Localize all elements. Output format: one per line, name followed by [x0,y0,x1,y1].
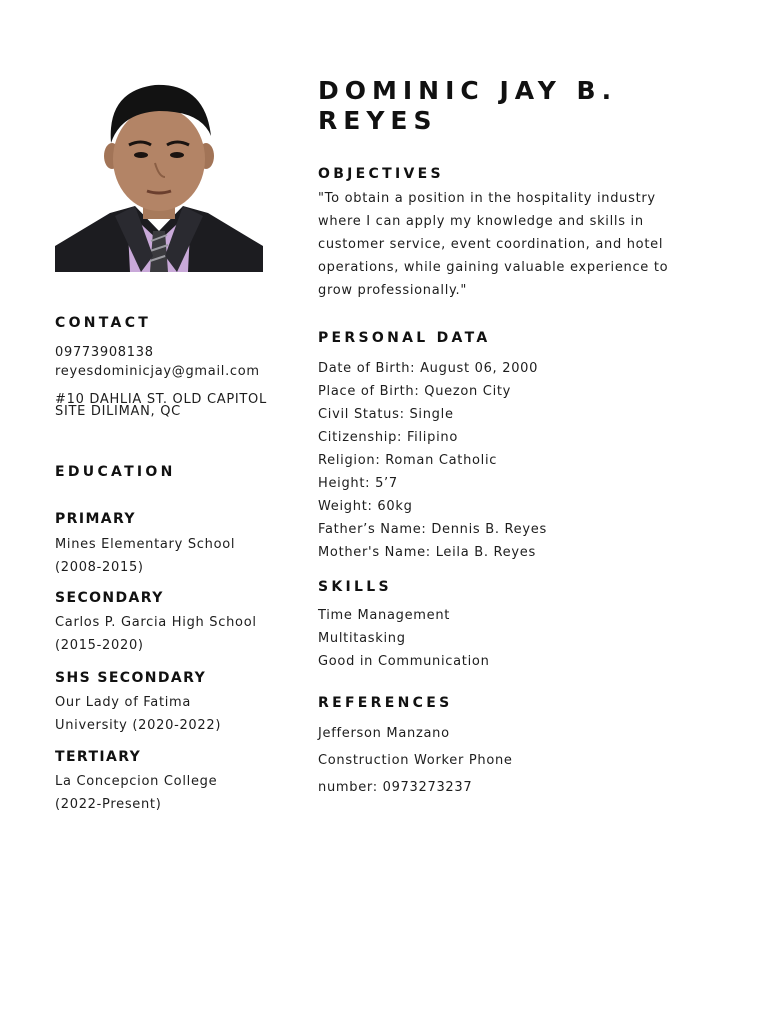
school-years: (2015-2020) [55,638,144,653]
contact-address [55,393,267,417]
contact-phone: 09773908138 [55,345,154,360]
personal-data-heading: PERSONAL DATA [318,330,491,346]
address-line-1: #10 DAHLIA ST. OLD CAPITOL [55,392,267,407]
skills-list [318,604,490,673]
objectives-heading: OBJECTIVES [318,166,444,182]
address-line-2: SITE DILIMAN, QC [55,404,181,419]
school-name: Our Lady of Fatima [55,695,192,710]
objectives-text [318,187,668,302]
skill-item: Good in Communication [318,654,490,669]
profile-photo [55,81,263,272]
name-line-2: REYES [318,106,438,135]
contact-email: reyesdominicjay@gmail.com [55,364,260,379]
education-primary [55,533,235,579]
skill-item: Time Management [318,608,451,623]
candidate-name [318,76,718,136]
references-list [318,720,513,801]
reference-line: Jefferson Manzano [318,726,450,741]
school-years: (2022-Present) [55,797,162,812]
contact-heading: CONTACT [55,315,152,331]
personal-data-item: Religion: Roman Catholic [318,453,498,468]
school-years: (2008-2015) [55,560,144,575]
personal-data-item: Father’s Name: Dennis B. Reyes [318,522,547,537]
school-name: La Concepcion College [55,774,218,789]
personal-data-item: Mother's Name: Leila B. Reyes [318,545,536,560]
education-shs [55,691,221,737]
personal-data-item: Weight: 60kg [318,499,413,514]
education-shs-label: SHS SECONDARY [55,670,207,686]
skill-item: Multitasking [318,631,406,646]
objective-line: customer service, event coordination, and hotel [318,237,664,252]
education-tertiary [55,770,217,816]
education-tertiary-label: TERTIARY [55,749,142,765]
school-name: Carlos P. Garcia High School [55,615,257,630]
name-line-1: DOMINIC JAY B. [318,76,618,105]
education-heading: EDUCATION [55,464,176,480]
school-years: University (2020-2022) [55,718,222,733]
personal-data-item: Date of Birth: August 06, 2000 [318,361,539,376]
references-heading: REFERENCES [318,695,453,711]
contact-details [55,343,260,381]
education-secondary [55,611,257,657]
education-secondary-label: SECONDARY [55,590,164,606]
objective-line: operations, while gaining valuable experience to [318,260,669,275]
personal-data-list [318,357,547,564]
school-name: Mines Elementary School [55,537,236,552]
personal-data-item: Citizenship: Filipino [318,430,458,445]
personal-data-item: Place of Birth: Quezon City [318,384,512,399]
objective-line: grow professionally." [318,283,468,298]
objective-line: where I can apply my knowledge and skills in [318,214,644,229]
reference-line: Construction Worker Phone [318,753,513,768]
personal-data-item: Civil Status: Single [318,407,454,422]
objective-line: "To obtain a position in the hospitality industry [318,191,656,206]
reference-line: number: 0973273237 [318,780,473,795]
skills-heading: SKILLS [318,579,392,595]
personal-data-item: Height: 5’7 [318,476,398,491]
education-primary-label: PRIMARY [55,511,136,527]
